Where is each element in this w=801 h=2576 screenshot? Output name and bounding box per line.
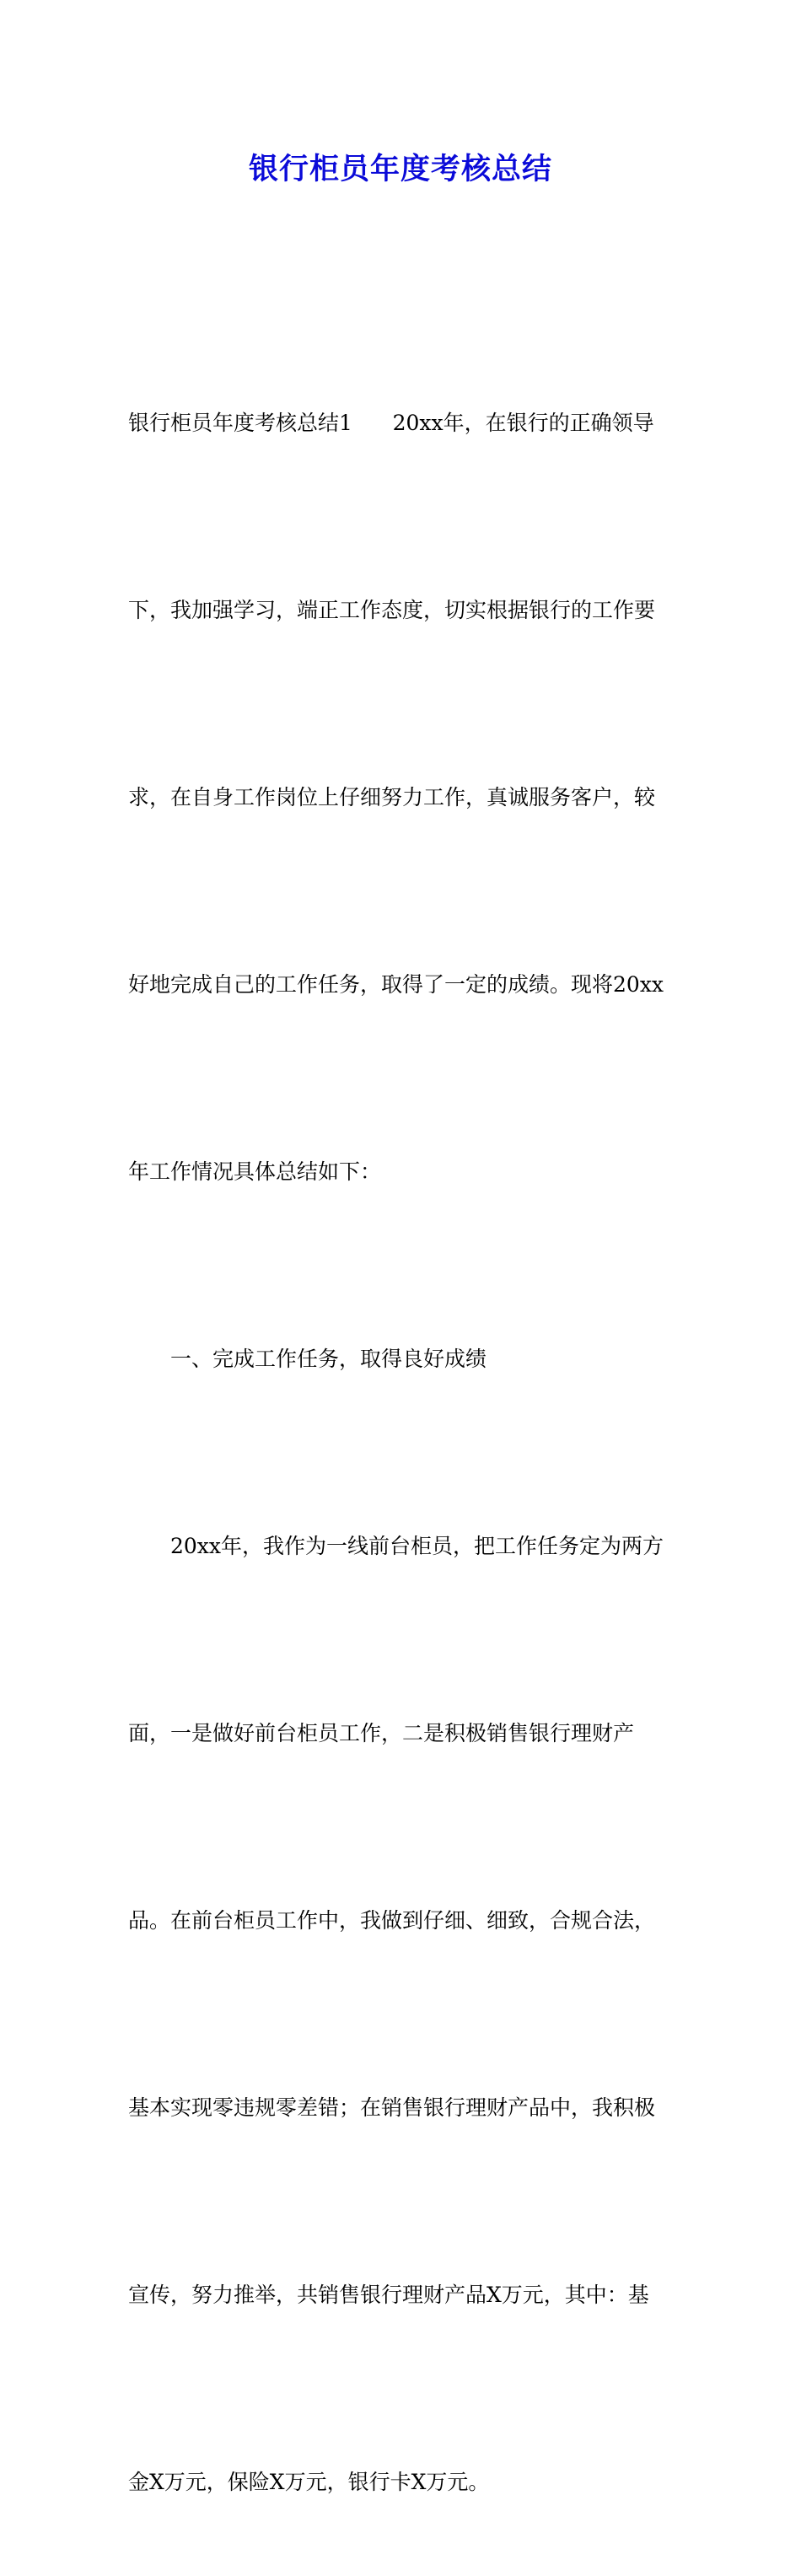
- paragraph-line: 面，一是做好前台柜员工作，二是积极销售银行理财产: [128, 1721, 635, 1745]
- paragraph-line: 银行柜员年度考核总结1 20xx年，在银行的正确领导: [128, 411, 654, 435]
- paragraph-line: 基本实现零违规零差错；在销售银行理财产品中，我积极: [128, 2095, 656, 2120]
- document-body: [128, 267, 676, 2576]
- section-heading: 一、完成工作任务，取得良好成绩: [170, 1347, 487, 1371]
- paragraph-line: 宣传，努力推举，共销售银行理财产品X万元，其中：基: [128, 2283, 649, 2307]
- paragraph-line: 年工作情况具体总结如下：: [128, 1159, 382, 1184]
- paragraph-line: 好地完成自己的工作任务，取得了一定的成绩。现将20xx: [128, 972, 664, 997]
- paragraph-line: 品。在前台柜员工作中，我做到仔细、细致，合规合法，: [128, 1908, 656, 1933]
- paragraph-line: 20xx年，我作为一线前台柜员，把工作任务定为两方: [170, 1534, 664, 1558]
- paragraph-line: 下，我加强学习，端正工作态度，切实根据银行的工作要: [128, 598, 656, 622]
- paragraph-line: 金X万元，保险X万元，银行卡X万元。: [128, 2470, 490, 2494]
- document-title: 银行柜员年度考核总结: [248, 153, 552, 186]
- paragraph-line: 求，在自身工作岗位上仔细努力工作，真诚服务客户，较: [128, 785, 656, 809]
